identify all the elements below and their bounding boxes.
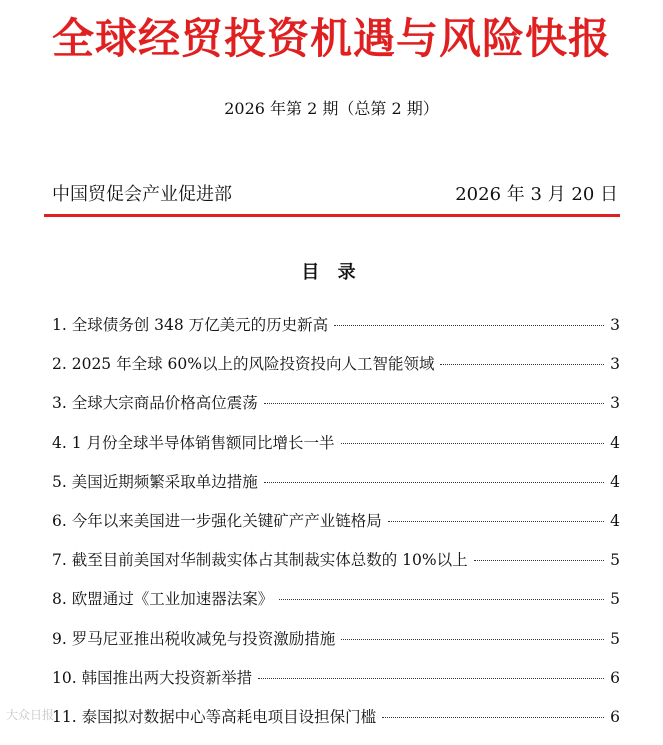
toc-item[interactable] bbox=[52, 314, 620, 353]
toc-item-title: 8. 欧盟通过《工业加速器法案》 bbox=[52, 590, 274, 609]
toc-item-page: 3 bbox=[610, 316, 620, 334]
toc-item-page: 3 bbox=[610, 394, 620, 413]
toc-item-page: 4 bbox=[610, 433, 620, 452]
toc-item-page: 4 bbox=[610, 472, 620, 491]
watermark: 大众日报 bbox=[6, 708, 55, 722]
toc-item-page: 5 bbox=[610, 551, 620, 570]
toc-item-page: 6 bbox=[610, 668, 620, 687]
toc-item-title: 11. 泰国拟对数据中心等高耗电项目设担保门槛 bbox=[52, 707, 377, 726]
toc-item[interactable] bbox=[52, 353, 620, 392]
toc-item-title: 4. 1 月份全球半导体销售额同比增长一半 bbox=[52, 433, 335, 452]
toc-list bbox=[52, 314, 620, 745]
leader-dots bbox=[264, 403, 604, 404]
toc-item-title: 2. 2025 年全球 60%以上的风险投资投向人工智能领域 bbox=[52, 355, 435, 374]
meta-row bbox=[52, 183, 618, 207]
toc-item[interactable] bbox=[52, 510, 620, 549]
toc-item-title: 6. 今年以来美国进一步强化关键矿产产业链格局 bbox=[52, 511, 382, 530]
toc-item[interactable] bbox=[52, 432, 620, 471]
department-name: 中国贸促会产业促进部 bbox=[52, 184, 232, 205]
toc-item[interactable] bbox=[52, 628, 620, 667]
leader-dots bbox=[388, 521, 604, 522]
toc-item[interactable] bbox=[52, 392, 620, 431]
toc-item[interactable] bbox=[52, 471, 620, 510]
toc-item-title: 7. 截至目前美国对华制裁实体占其制裁实体总数的 10%以上 bbox=[52, 551, 468, 570]
leader-dots bbox=[474, 560, 604, 561]
leader-dots bbox=[341, 639, 604, 640]
red-divider bbox=[44, 214, 620, 217]
toc-item-page: 4 bbox=[610, 511, 620, 530]
toc-item-title: 3. 全球大宗商品价格高位震荡 bbox=[52, 394, 258, 413]
toc-item-title: 9. 罗马尼亚推出税收减免与投资激励措施 bbox=[52, 629, 336, 648]
leader-dots bbox=[341, 443, 604, 444]
toc-item-title: 1. 全球债务创 348 万亿美元的历史新高 bbox=[52, 316, 329, 334]
report-title: 全球经贸投资机遇与风险快报 bbox=[51, 14, 611, 63]
leader-dots bbox=[279, 599, 604, 600]
toc-item-page: 5 bbox=[610, 629, 620, 648]
leader-dots bbox=[264, 482, 604, 483]
toc-item-title: 5. 美国近期频繁采取单边措施 bbox=[52, 472, 258, 491]
leader-dots bbox=[334, 325, 604, 326]
leader-dots bbox=[382, 717, 604, 718]
toc-item-page: 5 bbox=[610, 590, 620, 609]
publish-date: 2026 年 3 月 20 日 bbox=[455, 184, 618, 205]
toc-item[interactable] bbox=[52, 549, 620, 588]
toc-item[interactable] bbox=[52, 667, 620, 706]
toc-item-title: 10. 韩国推出两大投资新举措 bbox=[52, 668, 253, 687]
issue-number: 2026 年第 2 期（总第 2 期） bbox=[224, 99, 439, 118]
toc-title: 目 录 bbox=[301, 262, 362, 283]
leader-dots bbox=[440, 364, 604, 365]
toc-item-page: 3 bbox=[610, 355, 620, 374]
leader-dots bbox=[258, 678, 604, 679]
toc-item[interactable] bbox=[52, 706, 620, 745]
toc-item[interactable] bbox=[52, 588, 620, 627]
toc-item-page: 6 bbox=[610, 707, 620, 726]
